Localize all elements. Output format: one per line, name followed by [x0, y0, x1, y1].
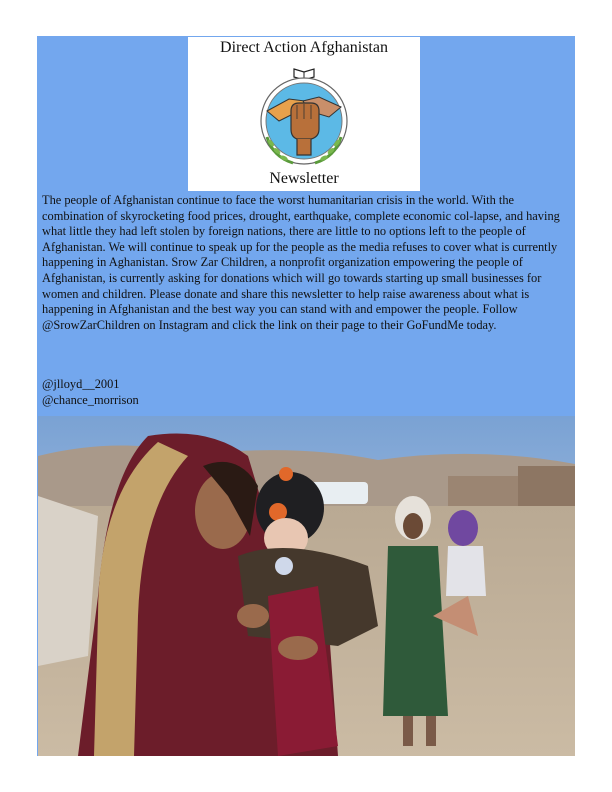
organization-title: Direct Action Afghanistan [220, 39, 388, 56]
newsletter-header [188, 37, 420, 191]
raised-fist-handshake-emblem-icon [249, 63, 359, 173]
author-credits [42, 377, 139, 408]
newsletter-panel [37, 36, 575, 756]
newsletter-subtitle: Newsletter [269, 170, 339, 187]
author-handle-1: @jlloyd__2001 [42, 377, 120, 391]
article-body: The people of Afghanistan continue to face the worst humanitarian crisis in the world. With the combination of skyrocketing food prices, drought, earthquake, complete economic col-lapse, and having what little they had left stolen by foreign nations, there are little to no options left to the people of Afghanistan. We will continue to speak up for the people as the media refuses to cover what is currently happening in Aghanistan. Srow Zar Children, a nonprofit organization empowering the people of Afghanistan, is currently asking for donations which will go towards starting up small businesses for women and children. Please donate and share this newsletter to help raise awareness about what is happening in Afghanistan and the best way you can stand with and empower the people. Follow @SrowZarChildren on Instagram and click the link on their page to their GoFundMe today. [42, 193, 560, 332]
author-handle-2: @chance_morrison [42, 392, 139, 407]
refugee-family-photo [38, 416, 575, 756]
